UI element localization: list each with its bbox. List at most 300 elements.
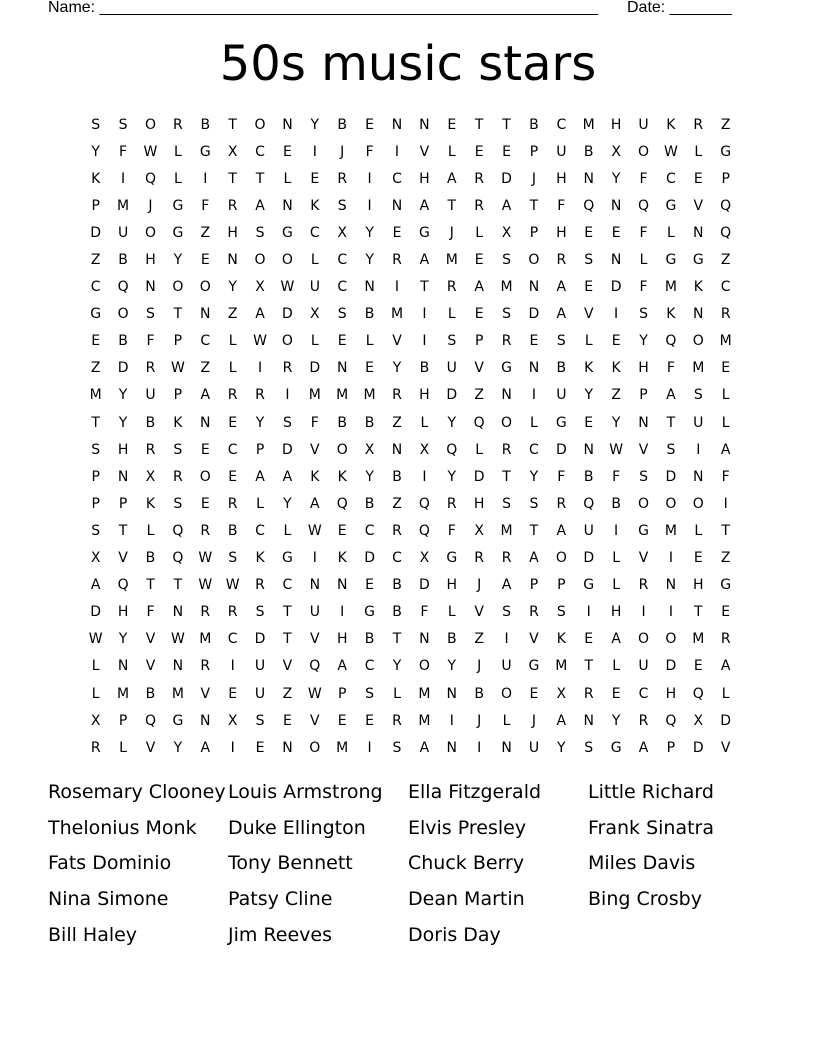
grid-letter[interactable]: U — [556, 143, 567, 160]
grid-letter[interactable]: E — [447, 116, 457, 133]
grid-letter[interactable]: M — [692, 360, 705, 377]
grid-letter[interactable]: G — [172, 224, 184, 241]
grid-letter[interactable]: O — [501, 685, 513, 702]
grid-letter[interactable]: R — [474, 550, 485, 567]
grid-letter[interactable]: E — [255, 739, 265, 756]
grid-letter[interactable]: O — [172, 279, 184, 296]
grid-letter[interactable]: N — [172, 604, 184, 621]
grid-letter[interactable]: S — [666, 441, 676, 458]
grid-letter[interactable]: R — [227, 604, 238, 621]
grid-letter[interactable]: A — [282, 468, 293, 485]
grid-letter[interactable]: G — [282, 224, 293, 241]
grid-letter[interactable]: Q — [144, 170, 156, 187]
grid-letter[interactable]: I — [394, 143, 400, 160]
grid-letter[interactable]: D — [720, 712, 732, 729]
grid-letter[interactable]: I — [121, 170, 126, 187]
grid-letter[interactable]: Y — [283, 495, 292, 512]
grid-letter[interactable]: S — [255, 224, 265, 241]
grid-letter[interactable]: F — [119, 143, 128, 160]
grid-letter[interactable]: D — [117, 360, 129, 377]
grid-letter[interactable]: M — [418, 712, 431, 729]
grid-letter[interactable]: L — [146, 522, 155, 539]
grid-letter[interactable]: Z — [611, 387, 621, 404]
grid-letter[interactable]: N — [419, 631, 430, 648]
grid-letter[interactable]: T — [502, 116, 511, 133]
grid-letter[interactable]: F — [447, 522, 456, 539]
grid-letter[interactable]: T — [584, 658, 593, 675]
grid-letter[interactable]: X — [337, 224, 347, 241]
grid-letter[interactable]: X — [364, 441, 375, 458]
grid-letter[interactable]: L — [420, 414, 429, 431]
grid-letter[interactable]: E — [365, 712, 375, 729]
grid-letter[interactable]: N — [501, 739, 512, 756]
grid-letter[interactable]: E — [337, 522, 347, 539]
grid-letter[interactable]: R — [446, 495, 457, 512]
grid-letter[interactable]: E — [200, 252, 210, 269]
grid-letter[interactable]: N — [693, 468, 704, 485]
grid-letter[interactable]: P — [529, 143, 539, 160]
grid-letter[interactable]: A — [474, 279, 484, 296]
grid-letter[interactable]: V — [310, 441, 320, 458]
grid-letter[interactable]: R — [173, 116, 183, 133]
grid-letter[interactable]: Z — [474, 387, 484, 404]
grid-letter[interactable]: I — [367, 170, 372, 187]
grid-letter[interactable]: T — [529, 522, 539, 539]
grid-letter[interactable]: T — [529, 197, 539, 214]
grid-letter[interactable]: R — [145, 360, 156, 377]
grid-letter[interactable]: N — [583, 441, 594, 458]
grid-letter[interactable]: W — [663, 143, 678, 160]
grid-letter[interactable]: L — [310, 333, 319, 350]
grid-letter[interactable]: R — [90, 739, 101, 756]
grid-letter[interactable]: M — [500, 522, 513, 539]
grid-letter[interactable]: A — [501, 197, 512, 214]
grid-letter[interactable]: T — [392, 631, 402, 648]
grid-letter[interactable]: U — [446, 360, 457, 377]
grid-letter[interactable]: A — [611, 631, 621, 648]
grid-letter[interactable]: K — [693, 279, 703, 296]
grid-letter[interactable]: E — [611, 685, 621, 702]
grid-letter[interactable]: F — [639, 224, 648, 241]
grid-letter[interactable]: K — [584, 360, 594, 377]
grid-letter[interactable]: V — [474, 604, 484, 621]
grid-letter[interactable]: S — [639, 306, 648, 323]
grid-letter[interactable]: I — [477, 739, 482, 756]
grid-letter[interactable]: K — [337, 550, 347, 567]
grid-letter[interactable]: B — [583, 143, 594, 160]
grid-letter[interactable]: T — [474, 116, 484, 133]
grid-letter[interactable]: I — [367, 739, 372, 756]
grid-letter[interactable]: C — [90, 279, 101, 296]
grid-letter[interactable]: I — [531, 387, 537, 404]
grid-letter[interactable]: Y — [447, 658, 457, 675]
grid-letter[interactable]: Q — [117, 577, 129, 594]
grid-letter[interactable]: D — [528, 306, 540, 323]
grid-letter[interactable]: Q — [418, 495, 430, 512]
grid-letter[interactable]: V — [693, 197, 704, 214]
grid-letter[interactable]: Q — [144, 712, 156, 729]
grid-letter[interactable]: N — [665, 577, 677, 594]
grid-letter[interactable]: V — [529, 631, 539, 648]
grid-letter[interactable]: L — [228, 333, 237, 350]
grid-letter[interactable]: R — [200, 522, 211, 539]
grid-letter[interactable]: Q — [473, 414, 485, 431]
grid-letter[interactable]: P — [721, 170, 730, 187]
grid-letter[interactable]: I — [394, 279, 400, 296]
grid-letter[interactable]: S — [282, 414, 292, 431]
grid-letter[interactable]: K — [310, 197, 320, 214]
grid-letter[interactable]: O — [199, 279, 211, 296]
grid-letter[interactable]: X — [227, 143, 238, 160]
grid-letter[interactable]: E — [283, 143, 292, 160]
grid-letter[interactable]: S — [584, 252, 594, 269]
grid-letter[interactable]: X — [419, 441, 430, 458]
grid-letter[interactable]: J — [340, 143, 345, 160]
grid-letter[interactable]: C — [337, 252, 348, 269]
grid-letter[interactable]: S — [255, 712, 265, 729]
grid-letter[interactable]: A — [556, 522, 567, 539]
grid-letter[interactable]: X — [611, 143, 621, 160]
grid-letter[interactable]: L — [530, 414, 538, 431]
grid-letter[interactable]: L — [721, 414, 730, 431]
grid-letter[interactable]: Q — [665, 712, 677, 729]
grid-letter[interactable]: A — [720, 441, 731, 458]
grid-letter[interactable]: H — [610, 604, 622, 621]
grid-letter[interactable]: Z — [392, 495, 402, 512]
grid-letter[interactable]: B — [364, 631, 375, 648]
grid-letter[interactable]: O — [665, 495, 677, 512]
grid-letter[interactable]: S — [502, 495, 511, 512]
grid-letter[interactable]: M — [363, 387, 376, 404]
grid-letter[interactable]: Z — [200, 360, 211, 377]
grid-letter[interactable]: T — [420, 279, 429, 296]
grid-letter[interactable]: Z — [227, 306, 238, 323]
grid-letter[interactable]: A — [501, 577, 512, 594]
grid-letter[interactable]: M — [692, 631, 705, 648]
grid-letter[interactable]: A — [419, 739, 430, 756]
grid-letter[interactable]: O — [692, 333, 704, 350]
grid-letter[interactable]: E — [200, 495, 210, 512]
grid-letter[interactable]: B — [611, 495, 621, 512]
grid-letter[interactable]: N — [391, 197, 403, 214]
grid-letter[interactable]: J — [148, 197, 153, 214]
grid-letter[interactable]: P — [91, 468, 100, 485]
grid-letter[interactable]: L — [475, 441, 484, 458]
date-field[interactable]: Date: _______ — [627, 0, 732, 16]
grid-letter[interactable]: E — [337, 712, 347, 729]
grid-letter[interactable]: N — [282, 197, 293, 214]
grid-letter[interactable]: T — [694, 604, 703, 621]
grid-letter[interactable]: P — [337, 685, 347, 702]
grid-letter[interactable]: A — [529, 550, 539, 567]
grid-letter[interactable]: F — [310, 414, 319, 431]
grid-letter[interactable]: C — [364, 522, 375, 539]
grid-letter[interactable]: L — [475, 224, 484, 241]
grid-letter[interactable]: H — [419, 387, 430, 404]
grid-letter[interactable]: L — [283, 170, 292, 187]
grid-letter[interactable]: R — [556, 252, 567, 269]
grid-letter[interactable]: H — [446, 577, 458, 594]
grid-letter[interactable]: Y — [365, 468, 374, 485]
grid-letter[interactable]: Y — [118, 414, 128, 431]
grid-letter[interactable]: J — [477, 577, 482, 594]
grid-letter[interactable]: R — [693, 116, 704, 133]
grid-letter[interactable]: X — [501, 224, 512, 241]
grid-letter[interactable]: N — [583, 170, 594, 187]
grid-letter[interactable]: D — [90, 224, 102, 241]
grid-letter[interactable]: R — [392, 387, 402, 404]
grid-letter[interactable]: A — [419, 197, 430, 214]
grid-letter[interactable]: A — [255, 197, 265, 214]
grid-letter[interactable]: E — [721, 360, 731, 377]
grid-letter[interactable]: S — [529, 495, 539, 512]
grid-letter[interactable]: G — [665, 252, 677, 269]
grid-letter[interactable]: E — [584, 414, 594, 431]
grid-letter[interactable]: A — [310, 495, 320, 512]
grid-letter[interactable]: R — [392, 522, 402, 539]
grid-letter[interactable]: R — [145, 441, 156, 458]
grid-letter[interactable]: N — [693, 224, 704, 241]
grid-letter[interactable]: L — [91, 685, 100, 702]
grid-letter[interactable]: N — [419, 116, 430, 133]
grid-letter[interactable]: H — [638, 360, 649, 377]
grid-letter[interactable]: M — [171, 685, 184, 702]
grid-letter[interactable]: S — [337, 306, 347, 323]
grid-letter[interactable]: R — [337, 170, 348, 187]
grid-letter[interactable]: V — [419, 143, 430, 160]
grid-letter[interactable]: R — [446, 279, 457, 296]
grid-letter[interactable]: I — [641, 604, 646, 621]
grid-letter[interactable]: I — [285, 387, 290, 404]
grid-letter[interactable]: I — [257, 360, 263, 377]
grid-letter[interactable]: T — [173, 577, 183, 594]
grid-letter[interactable]: Q — [583, 495, 595, 512]
grid-letter[interactable]: O — [199, 468, 211, 485]
grid-letter[interactable]: D — [418, 577, 430, 594]
grid-letter[interactable]: L — [721, 685, 730, 702]
grid-letter[interactable]: E — [584, 631, 594, 648]
grid-letter[interactable]: O — [528, 252, 540, 269]
grid-letter[interactable]: K — [337, 468, 347, 485]
grid-letter[interactable]: M — [117, 685, 130, 702]
grid-letter[interactable]: D — [555, 441, 567, 458]
grid-letter[interactable]: H — [145, 252, 156, 269]
grid-letter[interactable]: L — [612, 550, 621, 567]
grid-letter[interactable]: N — [200, 712, 211, 729]
grid-letter[interactable]: R — [392, 252, 402, 269]
grid-letter[interactable]: P — [91, 495, 100, 512]
grid-letter[interactable]: B — [583, 468, 594, 485]
grid-letter[interactable]: W — [307, 685, 322, 702]
grid-letter[interactable]: C — [282, 577, 293, 594]
grid-letter[interactable]: Y — [173, 739, 183, 756]
grid-letter[interactable]: T — [228, 116, 237, 133]
grid-letter[interactable]: S — [556, 604, 566, 621]
grid-letter[interactable]: Q — [172, 522, 184, 539]
grid-letter[interactable]: N — [693, 306, 704, 323]
grid-letter[interactable]: I — [449, 712, 454, 729]
grid-letter[interactable]: Y — [447, 414, 457, 431]
grid-letter[interactable]: Z — [720, 116, 731, 133]
grid-letter[interactable]: Y — [118, 387, 128, 404]
grid-letter[interactable]: B — [419, 360, 430, 377]
grid-letter[interactable]: S — [228, 550, 238, 567]
grid-letter[interactable]: K — [666, 306, 676, 323]
grid-letter[interactable]: P — [666, 739, 676, 756]
grid-letter[interactable]: P — [118, 495, 128, 512]
grid-letter[interactable]: Z — [90, 252, 101, 269]
grid-letter[interactable]: X — [419, 550, 430, 567]
grid-letter[interactable]: I — [422, 306, 427, 323]
grid-letter[interactable]: R — [556, 495, 567, 512]
grid-letter[interactable]: R — [392, 712, 402, 729]
grid-letter[interactable]: W — [225, 577, 240, 594]
grid-letter[interactable]: K — [611, 360, 621, 377]
grid-letter[interactable]: T — [666, 414, 676, 431]
grid-letter[interactable]: G — [90, 306, 102, 323]
grid-letter[interactable]: U — [556, 387, 567, 404]
grid-letter[interactable]: O — [254, 252, 266, 269]
grid-letter[interactable]: A — [720, 658, 731, 675]
grid-letter[interactable]: E — [200, 441, 210, 458]
grid-letter[interactable]: F — [146, 333, 155, 350]
grid-letter[interactable]: Q — [336, 495, 348, 512]
grid-letter[interactable]: D — [692, 739, 704, 756]
grid-letter[interactable]: W — [198, 550, 213, 567]
grid-letter[interactable]: P — [173, 387, 183, 404]
grid-letter[interactable]: E — [310, 170, 320, 187]
grid-letter[interactable]: C — [337, 279, 348, 296]
grid-letter[interactable]: N — [528, 360, 540, 377]
grid-letter[interactable]: I — [367, 197, 372, 214]
grid-letter[interactable]: Y — [584, 387, 593, 404]
grid-letter[interactable]: D — [501, 170, 512, 187]
grid-letter[interactable]: Q — [117, 279, 129, 296]
grid-letter[interactable]: E — [584, 224, 594, 241]
grid-letter[interactable]: N — [583, 712, 594, 729]
grid-letter[interactable]: L — [173, 170, 182, 187]
grid-letter[interactable]: P — [173, 333, 183, 350]
grid-letter[interactable]: U — [309, 604, 320, 621]
grid-letter[interactable]: E — [365, 116, 375, 133]
grid-letter[interactable]: N — [172, 658, 184, 675]
grid-letter[interactable]: N — [446, 739, 458, 756]
grid-letter[interactable]: N — [117, 658, 129, 675]
grid-letter[interactable]: N — [501, 387, 512, 404]
grid-letter[interactable]: C — [638, 685, 649, 702]
grid-letter[interactable]: L — [228, 360, 237, 377]
grid-letter[interactable]: O — [144, 224, 156, 241]
grid-letter[interactable]: K — [255, 550, 265, 567]
grid-letter[interactable]: J — [477, 658, 482, 675]
grid-letter[interactable]: U — [254, 658, 266, 675]
grid-letter[interactable]: S — [556, 333, 566, 350]
grid-letter[interactable]: N — [200, 306, 211, 323]
grid-letter[interactable]: P — [474, 333, 484, 350]
grid-letter[interactable]: G — [199, 143, 211, 160]
grid-letter[interactable]: C — [227, 441, 238, 458]
grid-letter[interactable]: W — [307, 522, 322, 539]
grid-letter[interactable]: R — [255, 387, 265, 404]
grid-letter[interactable]: B — [118, 333, 128, 350]
grid-letter[interactable]: N — [282, 739, 293, 756]
grid-letter[interactable]: U — [309, 279, 320, 296]
grid-letter[interactable]: T — [118, 522, 128, 539]
grid-letter[interactable]: E — [474, 252, 484, 269]
grid-letter[interactable]: S — [91, 522, 101, 539]
grid-letter[interactable]: O — [637, 495, 650, 512]
grid-letter[interactable]: G — [282, 550, 293, 567]
grid-letter[interactable]: W — [253, 333, 267, 350]
grid-letter[interactable]: Q — [446, 441, 458, 458]
grid-letter[interactable]: P — [255, 441, 265, 458]
grid-letter[interactable]: T — [283, 631, 292, 648]
grid-letter[interactable]: X — [310, 306, 320, 323]
grid-letter[interactable]: U — [528, 739, 540, 756]
grid-letter[interactable]: S — [255, 604, 265, 621]
grid-letter[interactable]: M — [89, 387, 102, 404]
grid-letter[interactable]: S — [502, 252, 511, 269]
grid-letter[interactable]: S — [447, 333, 457, 350]
grid-letter[interactable]: B — [392, 468, 402, 485]
grid-letter[interactable]: R — [474, 170, 485, 187]
grid-letter[interactable]: R — [200, 604, 211, 621]
grid-letter[interactable]: M — [308, 387, 321, 404]
grid-letter[interactable]: C — [556, 116, 567, 133]
grid-letter[interactable]: W — [88, 631, 103, 648]
grid-letter[interactable]: I — [668, 604, 673, 621]
grid-letter[interactable]: C — [364, 658, 375, 675]
grid-letter[interactable]: C — [309, 224, 320, 241]
grid-letter[interactable]: T — [283, 604, 292, 621]
grid-letter[interactable]: P — [529, 224, 539, 241]
grid-letter[interactable]: O — [501, 414, 513, 431]
grid-letter[interactable]: N — [200, 414, 211, 431]
grid-letter[interactable]: H — [473, 495, 485, 512]
grid-letter[interactable]: B — [364, 414, 375, 431]
grid-letter[interactable]: P — [639, 387, 648, 404]
grid-letter[interactable]: F — [557, 468, 566, 485]
grid-letter[interactable]: G — [528, 658, 540, 675]
grid-letter[interactable]: O — [281, 333, 293, 350]
grid-letter[interactable]: N — [117, 468, 129, 485]
grid-letter[interactable]: S — [392, 739, 402, 756]
grid-letter[interactable]: R — [227, 387, 238, 404]
grid-letter[interactable]: Y — [611, 712, 621, 729]
grid-letter[interactable]: J — [477, 712, 482, 729]
grid-letter[interactable]: B — [200, 116, 211, 133]
grid-letter[interactable]: R — [501, 333, 512, 350]
grid-letter[interactable]: A — [556, 306, 567, 323]
grid-letter[interactable]: C — [720, 279, 731, 296]
grid-letter[interactable]: L — [584, 333, 593, 350]
grid-letter[interactable]: S — [173, 441, 183, 458]
grid-letter[interactable]: G — [720, 143, 732, 160]
grid-letter[interactable]: I — [504, 631, 509, 648]
grid-letter[interactable]: E — [365, 360, 375, 377]
grid-letter[interactable]: E — [693, 170, 703, 187]
grid-letter[interactable]: F — [721, 468, 730, 485]
grid-letter[interactable]: A — [556, 712, 567, 729]
grid-letter[interactable]: H — [693, 577, 704, 594]
grid-letter[interactable]: T — [228, 170, 237, 187]
grid-letter[interactable]: E — [228, 468, 238, 485]
grid-letter[interactable]: D — [665, 658, 677, 675]
grid-letter[interactable]: C — [227, 631, 238, 648]
grid-letter[interactable]: M — [390, 306, 404, 323]
grid-letter[interactable]: F — [420, 604, 429, 621]
grid-letter[interactable]: C — [255, 522, 265, 539]
